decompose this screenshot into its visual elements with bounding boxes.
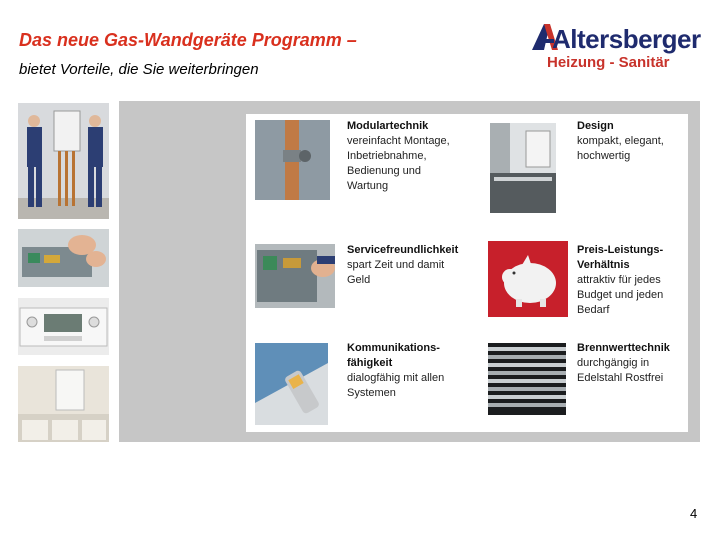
feature-body: spart Zeit und damit Geld (347, 259, 445, 286)
kitchen-photo (18, 366, 109, 442)
feature-heading: Brennwerttechnik (577, 342, 670, 354)
feature-design (577, 119, 673, 164)
feature-heading: Modulartechnik (347, 120, 429, 132)
control-panel-photo (18, 298, 109, 355)
feature-body: dialogfähig mit allen Systemen (347, 372, 445, 399)
feature-heading: Kommunikations-fähigkeit (347, 342, 440, 369)
feature-heading: Preis-Leistungs-Verhältnis (577, 244, 664, 271)
piggy-bank-icon (488, 241, 568, 317)
page-subtitle: bietet Vorteile, die Sie weiterbringen (19, 61, 259, 78)
page-title: Das neue Gas-Wandgeräte Programm – (19, 30, 357, 50)
feature-body: attraktiv für jedes Budget und jeden Bedarf (577, 274, 664, 316)
page-number: 4 (690, 506, 698, 521)
feature-body: vereinfacht Montage, Inbetriebnahme, Bedienung und Wartung (347, 135, 450, 192)
feature-modulartechnik (347, 119, 459, 194)
kitchen-design-icon (490, 123, 556, 213)
feature-body: durchgängig in Edelstahl Rostfrei (577, 357, 664, 384)
logo-brand-text: Altersberger (552, 24, 701, 54)
feature-servicefreundlichkeit (347, 243, 462, 288)
feature-heading: Servicefreundlichkeit (347, 244, 459, 256)
feature-brennwerttechnik (577, 341, 677, 386)
company-logo (530, 22, 705, 74)
installers-photo (18, 103, 109, 219)
copper-pipe-icon (255, 120, 330, 200)
service-hands-icon (255, 244, 335, 308)
feature-preis-leistung (577, 243, 677, 318)
feature-heading: Design (577, 120, 614, 132)
service-hands-photo (18, 229, 109, 287)
mobile-phone-icon (255, 343, 328, 425)
logo-tagline: Heizung - Sanitär (547, 54, 670, 71)
heat-exchanger-icon (488, 343, 566, 415)
feature-body: kompakt, elegant, hochwertig (577, 135, 664, 162)
feature-kommunikation (347, 341, 459, 401)
